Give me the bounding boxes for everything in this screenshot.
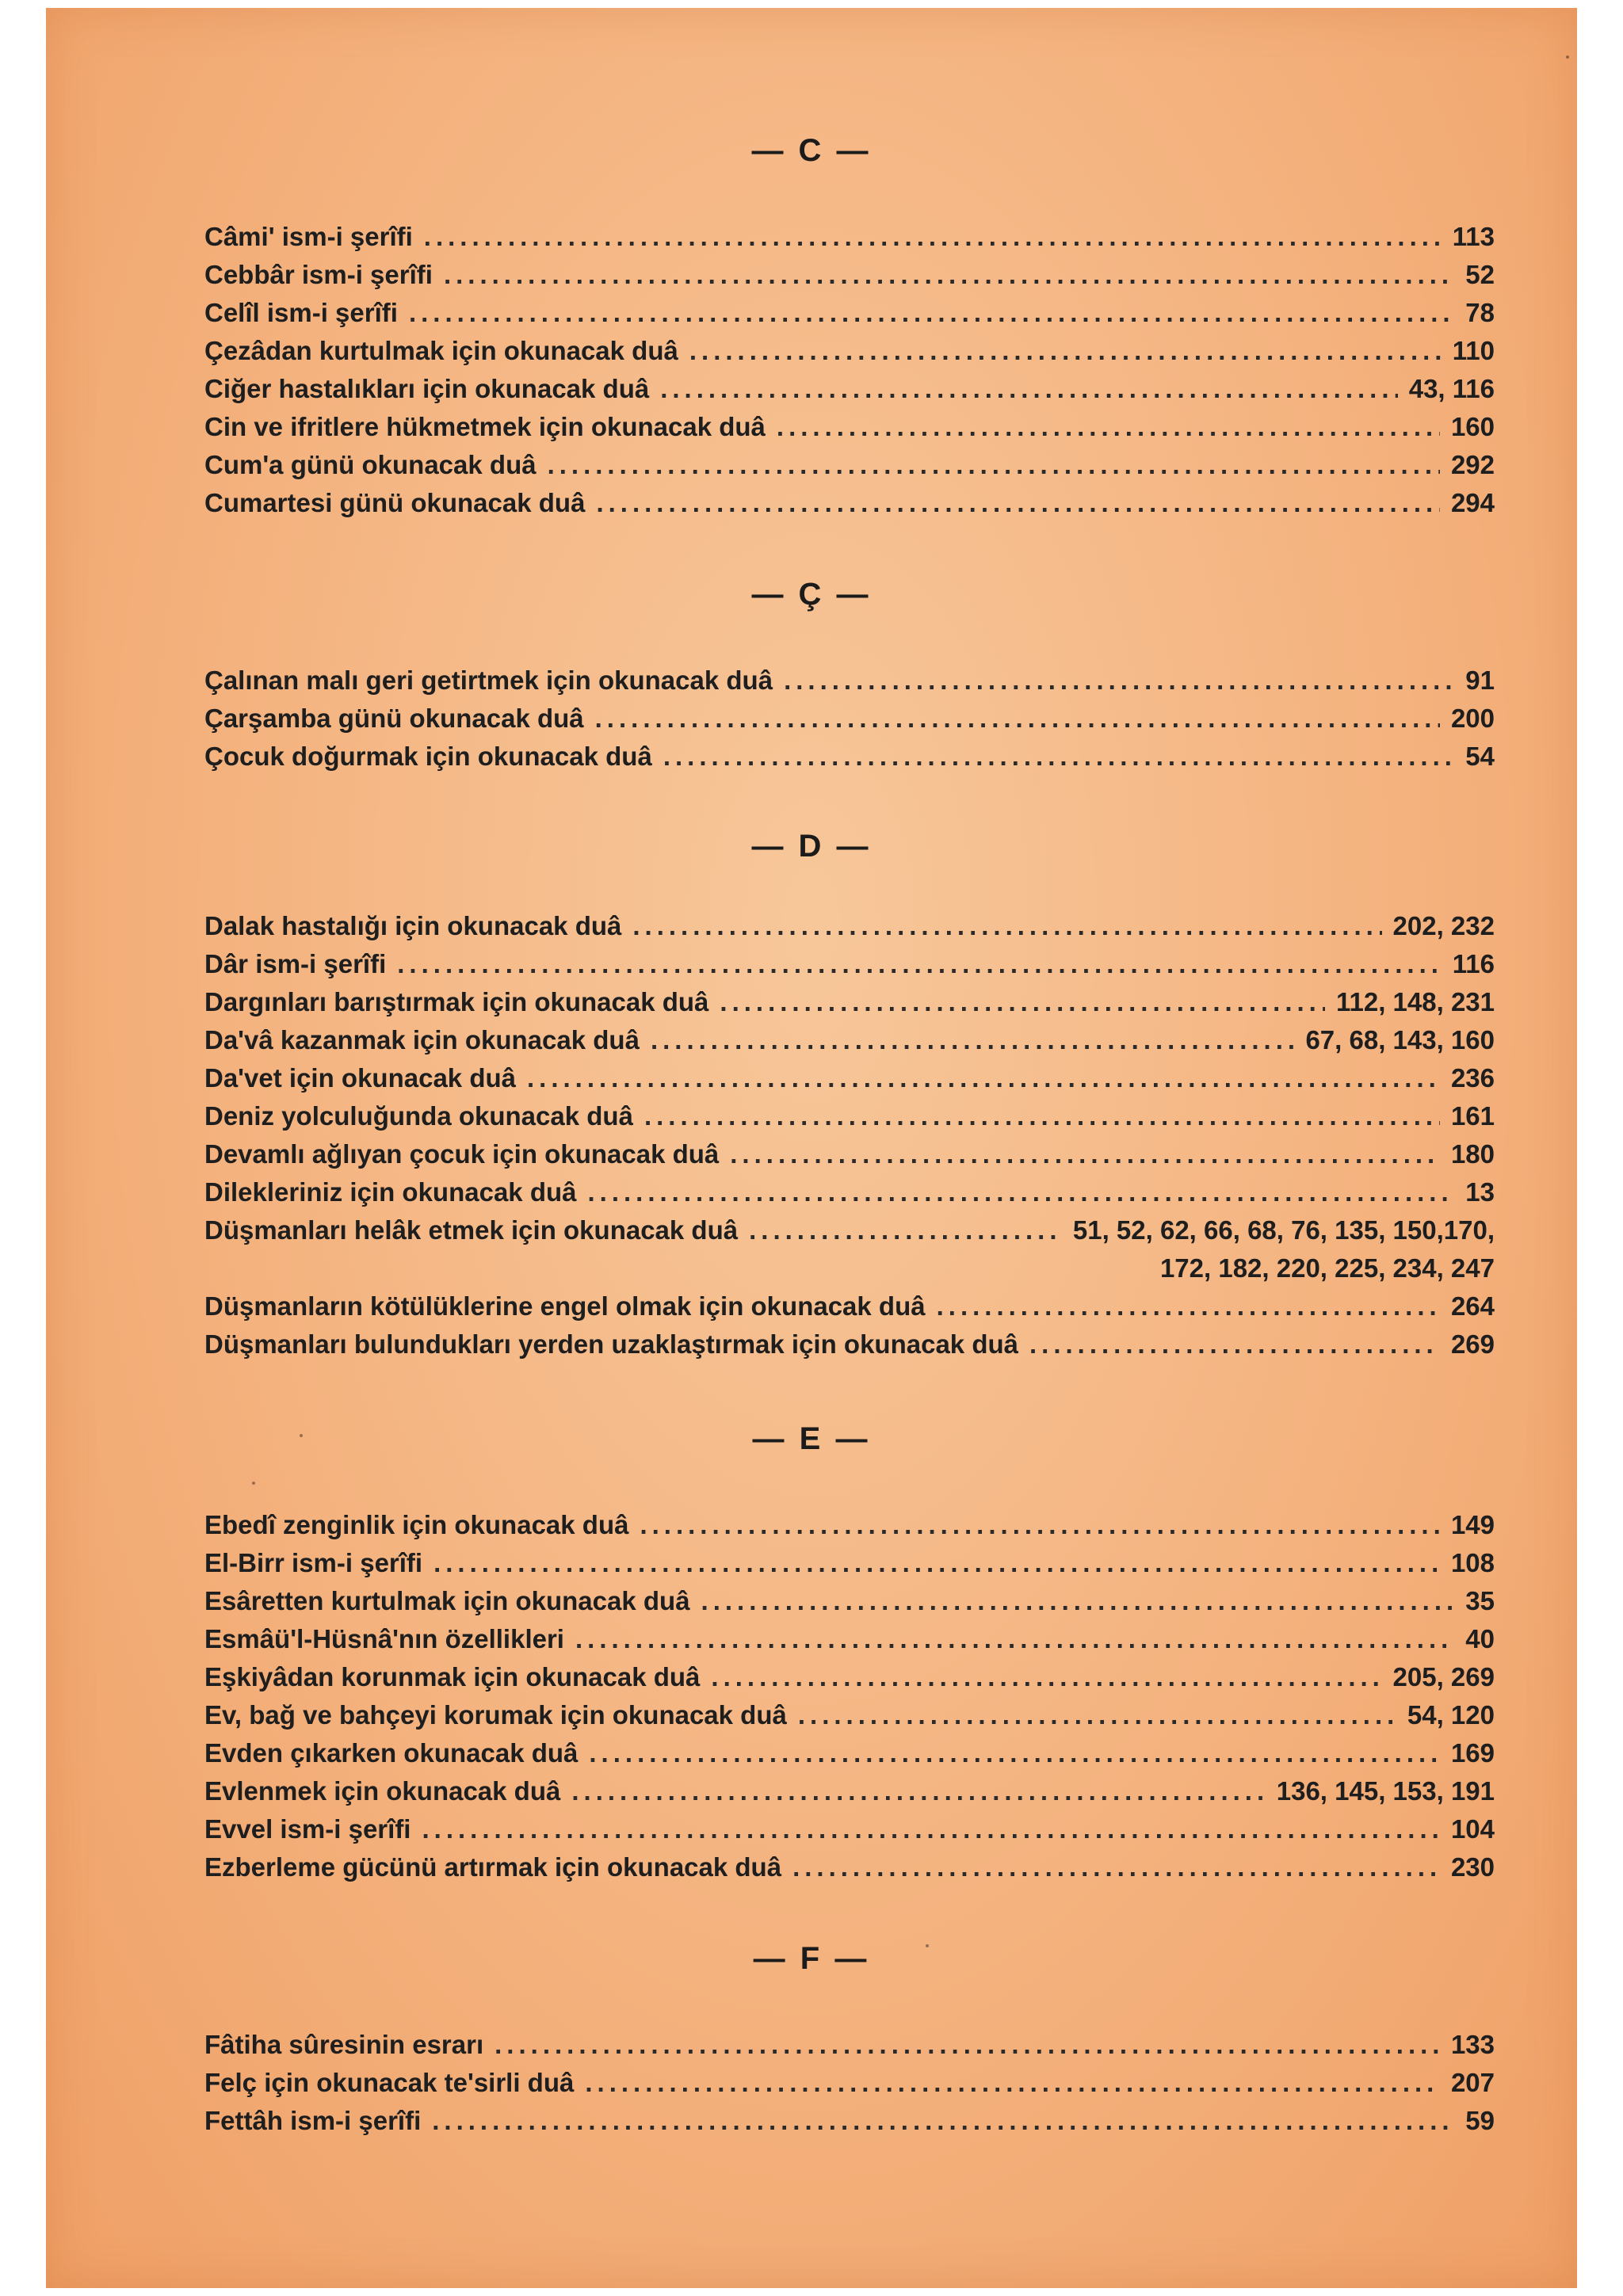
index-entry: [204, 1215, 1495, 1253]
index-entry: [204, 298, 1495, 336]
entry-title: Evvel ism-i şerîfi: [204, 1814, 411, 1844]
entry-pages: 54: [1465, 742, 1495, 771]
entry-title: Cebbâr ism-i şerîfi: [204, 260, 433, 289]
dot-leader: [644, 1101, 1440, 1131]
entry-title: Düşmanları bulundukları yerden uzaklaştırmak için okunacak duâ: [204, 1329, 1018, 1359]
section-heading-e: — E —: [752, 1421, 871, 1456]
entry-title: Evlenmek için okunacak duâ: [204, 1776, 561, 1806]
entry-pages: 54, 120: [1407, 1700, 1495, 1730]
entry-pages: 149: [1450, 1510, 1495, 1539]
entry-pages: 172, 182, 220, 225, 234, 247: [1159, 1253, 1495, 1283]
entry-title: Düşmanları helâk etmek için okunacak duâ: [204, 1215, 739, 1245]
index-entry: [204, 374, 1495, 412]
index-entry: [204, 666, 1495, 704]
index-entry: [204, 1063, 1495, 1101]
entry-title: Eşkiyâdan korunmak için okunacak duâ: [204, 1662, 701, 1691]
section-heading-f: — F —: [753, 1941, 870, 1976]
entry-title: Cum'a günü okunacak duâ: [204, 450, 537, 479]
index-entry: [204, 336, 1495, 374]
index-entry: [204, 2030, 1495, 2068]
index-entry: [204, 1586, 1495, 1624]
entry-pages: 202, 232: [1392, 911, 1495, 940]
dot-leader: [711, 1662, 1381, 1692]
index-entry: [204, 1738, 1495, 1776]
entry-title: El-Birr ism-i şerîfi: [204, 1548, 423, 1577]
entry-pages: 160: [1450, 412, 1495, 441]
index-entry: [204, 1624, 1495, 1662]
dot-leader: [792, 1852, 1440, 1882]
entry-title: Ciğer hastalıkları için okunacak duâ: [204, 374, 650, 403]
entry-title: Çocuk doğurmak için okunacak duâ: [204, 742, 652, 771]
entry-pages: 43, 116: [1408, 374, 1495, 403]
entry-pages: 78: [1465, 298, 1495, 327]
entry-pages: 35: [1465, 1586, 1495, 1615]
entry-title: Da'vâ kazanmak için okunacak duâ: [204, 1025, 640, 1055]
index-entry: [204, 1510, 1495, 1548]
entry-pages: 200: [1450, 704, 1495, 733]
entry-pages: 205, 269: [1392, 1662, 1495, 1691]
entry-pages: 180: [1450, 1139, 1495, 1169]
entry-title: Çarşamba günü okunacak duâ: [204, 704, 584, 733]
dot-leader: [749, 1215, 1062, 1245]
dot-leader: [777, 412, 1440, 442]
dot-leader: [798, 1700, 1396, 1730]
entry-pages: 294: [1450, 488, 1495, 517]
dot-leader: [689, 336, 1442, 366]
entry-pages: 230: [1450, 1852, 1495, 1882]
dot-leader: [632, 911, 1381, 941]
entry-title: Dâr ism-i şerîfi: [204, 949, 387, 978]
dot-leader: [571, 1776, 1265, 1806]
entry-pages: 207: [1450, 2068, 1495, 2097]
entry-title: Da'vet için okunacak duâ: [204, 1063, 516, 1093]
paper-speck: [926, 1944, 929, 1947]
entry-pages: 264: [1450, 1291, 1495, 1321]
dot-leader: [701, 1586, 1455, 1616]
entry-title: Felç için okunacak te'sirli duâ: [204, 2068, 575, 2097]
paper-speck: [252, 1482, 255, 1485]
index-entry: [204, 1291, 1495, 1329]
dot-leader: [596, 488, 1440, 518]
entry-title: Fâtiha sûresinin esrarı: [204, 2030, 484, 2059]
index-entry: [204, 911, 1495, 949]
index-entry: [204, 2106, 1495, 2144]
index-entry: [204, 222, 1495, 260]
entry-pages: 59: [1465, 2106, 1495, 2135]
index-entry: [204, 450, 1495, 488]
entry-title: Cumartesi günü okunacak duâ: [204, 488, 586, 517]
entry-title: Çezâdan kurtulmak için okunacak duâ: [204, 336, 678, 365]
entry-pages: 269: [1450, 1329, 1495, 1359]
entry-title: Ezberleme gücünü artırmak için okunacak duâ: [204, 1852, 782, 1882]
entry-pages: 169: [1450, 1738, 1495, 1768]
entry-pages: 112, 148, 231: [1335, 987, 1495, 1016]
entry-title: Esâretten kurtulmak için okunacak duâ: [204, 1586, 690, 1615]
entry-pages: 52: [1465, 260, 1495, 289]
index-entry: [204, 412, 1495, 450]
dot-leader: [433, 1548, 1440, 1578]
index-entry: [204, 704, 1495, 742]
entry-title: Fettâh ism-i şerîfi: [204, 2106, 422, 2135]
index-entry: [204, 1139, 1495, 1177]
dot-leader: [660, 374, 1398, 404]
entry-title: Cin ve ifritlere hükmetmek için okunacak duâ: [204, 412, 766, 441]
dot-leader: [585, 2068, 1440, 2098]
dot-leader: [575, 1624, 1454, 1654]
dot-leader: [422, 1814, 1439, 1844]
entry-title: Dargınları barıştırmak için okunacak duâ: [204, 987, 709, 1016]
entry-pages: 91: [1465, 666, 1495, 695]
entry-title: Devamlı ağlıyan çocuk için okunacak duâ: [204, 1139, 720, 1169]
entry-pages: 13: [1465, 1177, 1495, 1207]
dot-leader: [432, 2106, 1454, 2136]
index-entry: [204, 742, 1495, 780]
index-entry: [204, 1814, 1495, 1852]
index-entry: [204, 2068, 1495, 2106]
index-entry: [204, 1548, 1495, 1586]
entry-pages: 51, 52, 62, 66, 68, 76, 135, 150,170,: [1072, 1215, 1495, 1245]
dot-leader: [527, 1063, 1440, 1093]
entry-pages: 40: [1465, 1624, 1495, 1653]
index-entry: [204, 1101, 1495, 1139]
entry-pages: 116: [1452, 949, 1495, 978]
index-entry: [204, 1776, 1495, 1814]
dot-leader: [663, 742, 1454, 772]
dot-leader: [784, 666, 1454, 696]
dot-leader: [409, 298, 1454, 328]
index-entry: [204, 1662, 1495, 1700]
entry-title: Dilekleriniz için okunacak duâ: [204, 1177, 577, 1207]
dot-leader: [588, 1177, 1455, 1207]
index-entry: [204, 987, 1495, 1025]
dot-leader: [720, 987, 1325, 1017]
dot-leader: [444, 260, 1454, 290]
entry-pages: 110: [1452, 336, 1495, 365]
dot-leader: [651, 1025, 1295, 1055]
dot-leader: [589, 1738, 1440, 1768]
entry-title: Evden çıkarken okunacak duâ: [204, 1738, 579, 1768]
paper-speck: [300, 1434, 303, 1437]
entry-pages: 67, 68, 143, 160: [1305, 1025, 1495, 1055]
entry-pages: 236: [1450, 1063, 1495, 1093]
index-entry: [204, 1329, 1495, 1367]
paper-speck: [1566, 55, 1569, 59]
index-entry: [204, 488, 1495, 526]
section-heading-d: — D —: [751, 829, 872, 864]
section-heading-c: — C —: [751, 133, 872, 168]
index-entry: [204, 1177, 1495, 1215]
entry-title: Câmi' ism-i şerîfi: [204, 222, 413, 251]
entry-title: Deniz yolculuğunda okunacak duâ: [204, 1101, 633, 1131]
dot-leader: [397, 949, 1441, 979]
entry-pages: 161: [1450, 1101, 1495, 1131]
index-entry: [204, 1852, 1495, 1890]
dot-leader: [640, 1510, 1439, 1540]
entry-title: Celîl ism-i şerîfi: [204, 298, 398, 327]
entry-pages: 133: [1450, 2030, 1495, 2059]
index-entry: [204, 1700, 1495, 1738]
index-entry: [204, 949, 1495, 987]
dot-leader: [548, 450, 1440, 480]
index-entry-continuation: [204, 1253, 1495, 1291]
dot-leader: [495, 2030, 1440, 2060]
entry-title: Esmâü'l-Hüsnâ'nın özellikleri: [204, 1624, 564, 1653]
entry-title: Dalak hastalığı için okunacak duâ: [204, 911, 622, 940]
page-paper: [46, 8, 1577, 2288]
entry-pages: 113: [1452, 222, 1495, 251]
section-heading-c-cedilla: — Ç —: [751, 577, 872, 612]
entry-title: Ev, bağ ve bahçeyi korumak için okunacak duâ: [204, 1700, 787, 1730]
dot-leader: [1029, 1329, 1440, 1360]
entry-pages: 104: [1450, 1814, 1495, 1844]
index-entry: [204, 260, 1495, 298]
entry-title: Ebedî zenginlik için okunacak duâ: [204, 1510, 629, 1539]
dot-leader: [424, 222, 1442, 252]
dot-leader: [937, 1291, 1440, 1322]
entry-title: Düşmanların kötülüklerine engel olmak için okunacak duâ: [204, 1291, 926, 1321]
dot-leader: [730, 1139, 1440, 1169]
entry-pages: 108: [1450, 1548, 1495, 1577]
entry-pages: 292: [1450, 450, 1495, 479]
dot-leader: [595, 704, 1440, 734]
entry-pages: 136, 145, 153, 191: [1276, 1776, 1495, 1806]
entry-title: Çalınan malı geri getirtmek için okunacak duâ: [204, 666, 773, 695]
index-entry: [204, 1025, 1495, 1063]
